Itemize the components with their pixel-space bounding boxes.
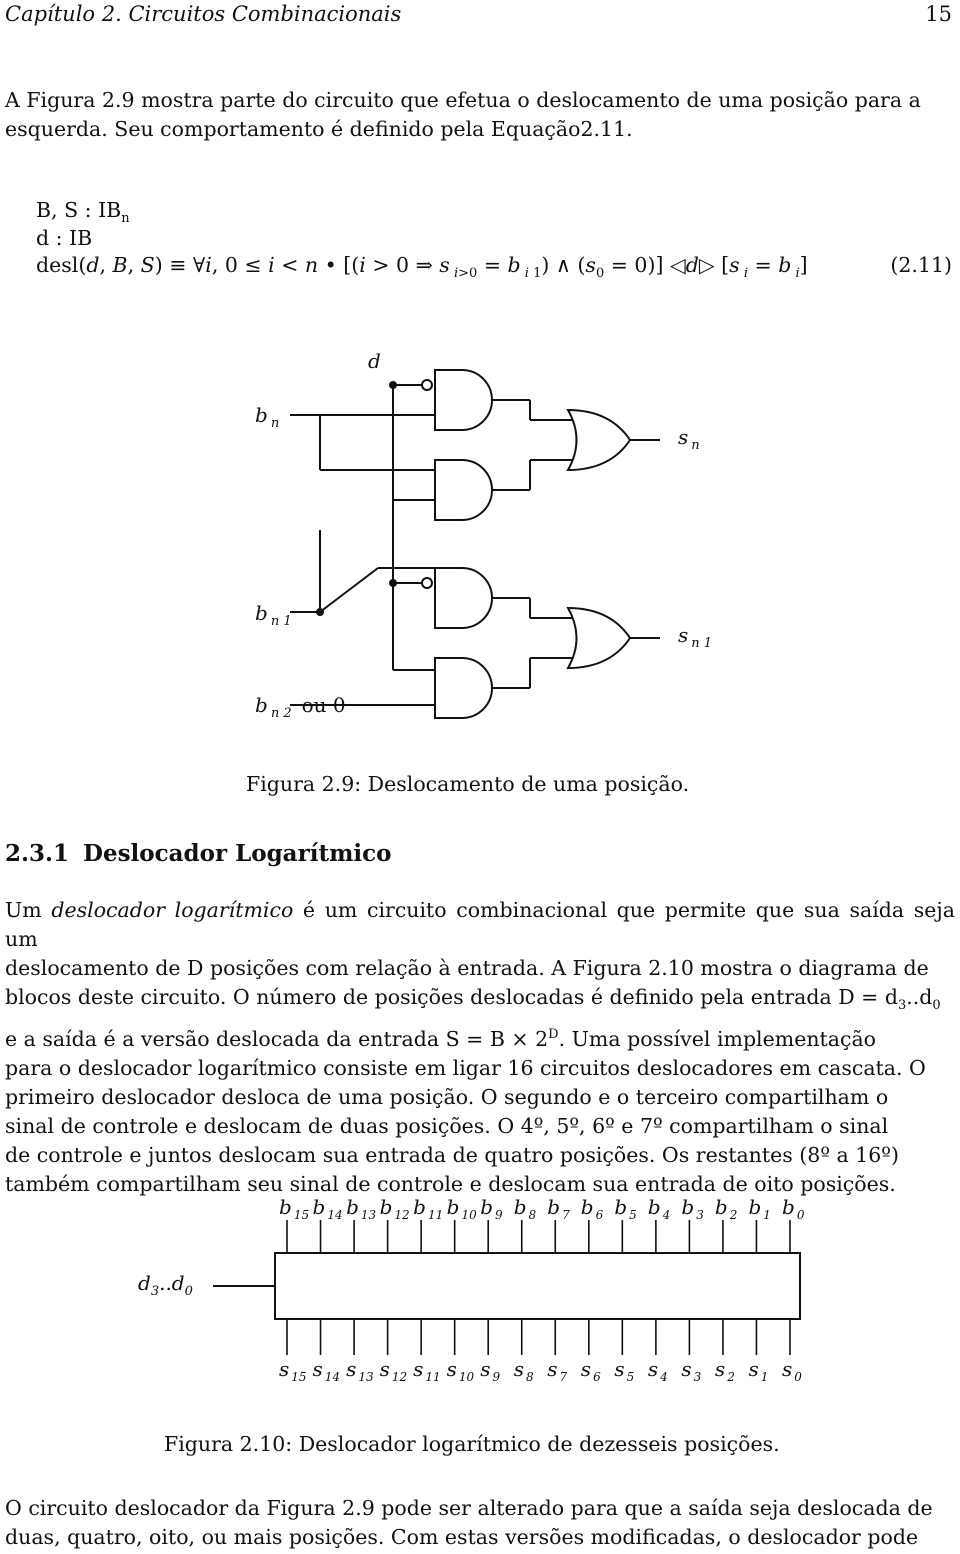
- section-heading: [5, 840, 392, 867]
- sp-line-6: primeiro deslocador desloca de uma posição. O segundo e o terceiro compartilham o: [5, 1084, 889, 1109]
- inverter-bubble-top: [422, 380, 432, 390]
- input-label: b $_6$: [580, 1195, 604, 1222]
- equation-line-2: d : IB: [36, 226, 93, 250]
- shifter-block: [275, 1253, 800, 1319]
- output-label: s $_4$: [647, 1357, 668, 1384]
- output-label: s $_2$: [714, 1357, 735, 1384]
- intro-line-1: A Figura 2.9 mostra parte do circuito que efetua o deslocamento de uma posição para a: [5, 88, 921, 112]
- output-label: s $_{14}$: [312, 1357, 341, 1384]
- figure-2-10-block-diagram: [0, 1190, 960, 1400]
- sp-line-4: e a saída é a versão deslocada da entrada $S = B \times 2^D$. Uma possível implementação: [5, 1026, 877, 1051]
- output-label: s $_{13}$: [346, 1357, 374, 1384]
- input-label: b $_{12}$: [379, 1195, 410, 1222]
- input-label: b $_{13}$: [346, 1195, 377, 1222]
- output-label: s $_0$: [782, 1357, 802, 1384]
- output-label: s $_{11}$: [413, 1357, 441, 1384]
- sp-line-7: sinal de controle e deslocam de duas posições. O 4º, 5º, 6º e 7º compartilham o sinal: [5, 1113, 889, 1138]
- output-label: s $_7$: [547, 1357, 568, 1384]
- figure-2-9-shifter-circuit: [0, 340, 960, 760]
- input-label: b $_9$: [480, 1195, 503, 1222]
- label-bn2: b $_{n 2}$ ou 0: [255, 693, 346, 721]
- running-header: Capítulo 2. Circuitos Combinacionais: [5, 2, 402, 26]
- page-number: 15: [925, 2, 952, 26]
- closing-paragraph: [5, 1494, 955, 1552]
- section-title: Deslocador Logarítmico: [83, 840, 392, 867]
- input-label: b $_{10}$: [446, 1195, 477, 1222]
- equation-line-1: B, S : $IB_n$: [36, 198, 130, 227]
- and-gate-1: [435, 370, 492, 430]
- section-number: 2.3.1: [5, 840, 70, 867]
- inverter-bubble-bottom: [422, 578, 432, 588]
- input-label: b $_5$: [614, 1195, 637, 1222]
- sp-line-2: deslocamento de D posições com relação à entrada. A Figura 2.10 mostra o diagrama de: [5, 956, 929, 980]
- sp-line-3: blocos deste circuito. O número de posições deslocadas é definido pela entrada $D = d_3..d_0$: [5, 985, 941, 1014]
- output-label: s $_8$: [513, 1357, 534, 1384]
- label-d: d: [368, 349, 381, 373]
- input-label: b $_0$: [782, 1195, 805, 1222]
- section-paragraph: [5, 896, 955, 1199]
- closing-line-1: O circuito deslocador da Figura 2.9 pode ser alterado para que a saída seja deslocada de: [5, 1496, 933, 1520]
- equation-line-3: desl(d, B, S) ≡ ∀i, 0 ≤ i < n • [(i > 0 ⇒ s $_{i>0}$ = b $_{i 1}$) ∧ $(s_0 = 0)$] ◁d▷ [s $_i$ = b $_i$]: [36, 253, 808, 282]
- equation-number: (2.11): [890, 253, 952, 277]
- label-sn: s $_n$: [678, 425, 700, 453]
- intro-line-2: esquerda. Seu comportamento é definido pela Equação2.11.: [5, 117, 633, 141]
- sp-line-8: de controle e juntos deslocam sua entrada de quatro posições. Os restantes (8º a 16º): [5, 1142, 899, 1167]
- input-label: b $_{14}$: [312, 1195, 343, 1222]
- and-gate-3: [435, 568, 492, 628]
- label-bn1: b $_{n 1}$: [255, 601, 292, 629]
- input-label: b $_4$: [647, 1195, 671, 1222]
- figure-2-9-caption: Figura 2.9: Deslocamento de uma posição.: [246, 772, 690, 796]
- or-gate-1: [568, 410, 630, 470]
- control-label: $d_3..d_0$: [138, 1271, 193, 1299]
- output-label: s $_1$: [748, 1357, 769, 1384]
- input-label: b $_7$: [547, 1195, 570, 1222]
- output-label: s $_{12}$: [379, 1357, 408, 1384]
- label-sn1: s $_{n 1}$: [678, 623, 713, 651]
- output-label: s $_{15}$: [279, 1357, 307, 1384]
- and-gate-4: [435, 658, 492, 718]
- sp-line-1: Um deslocador logarítmico é um circuito combinacional que permite que sua saída seja um: [5, 898, 955, 951]
- output-label: s $_5$: [614, 1357, 635, 1384]
- intro-paragraph: [5, 86, 955, 144]
- closing-line-2: duas, quatro, oito, ou mais posições. Com estas versões modificadas, o deslocador pode: [5, 1525, 919, 1549]
- output-label: s $_9$: [480, 1357, 501, 1384]
- input-label: b $_3$: [681, 1195, 704, 1222]
- or-gate-2: [568, 608, 630, 668]
- figure-2-10-caption: Figura 2.10: Deslocador logarítmico de dezesseis posições.: [164, 1432, 780, 1456]
- input-label: b $_1$: [748, 1195, 771, 1222]
- and-gate-2: [435, 460, 492, 520]
- output-label: s $_3$: [681, 1357, 702, 1384]
- output-label: s $_6$: [580, 1357, 601, 1384]
- sp-line-9: também compartilham seu sinal de controle e deslocam sua entrada de oito posições.: [5, 1171, 896, 1196]
- input-label: b $_2$: [714, 1195, 738, 1222]
- sp-line-5: para o deslocador logarítmico consiste em ligar 16 circuitos deslocadores em cascata. O: [5, 1055, 926, 1080]
- input-label: b $_{11}$: [413, 1195, 444, 1222]
- input-label: b $_{15}$: [279, 1195, 310, 1222]
- output-label: s $_{10}$: [446, 1357, 475, 1384]
- input-label: b $_8$: [513, 1195, 537, 1222]
- label-bn: b $_n$: [255, 403, 280, 431]
